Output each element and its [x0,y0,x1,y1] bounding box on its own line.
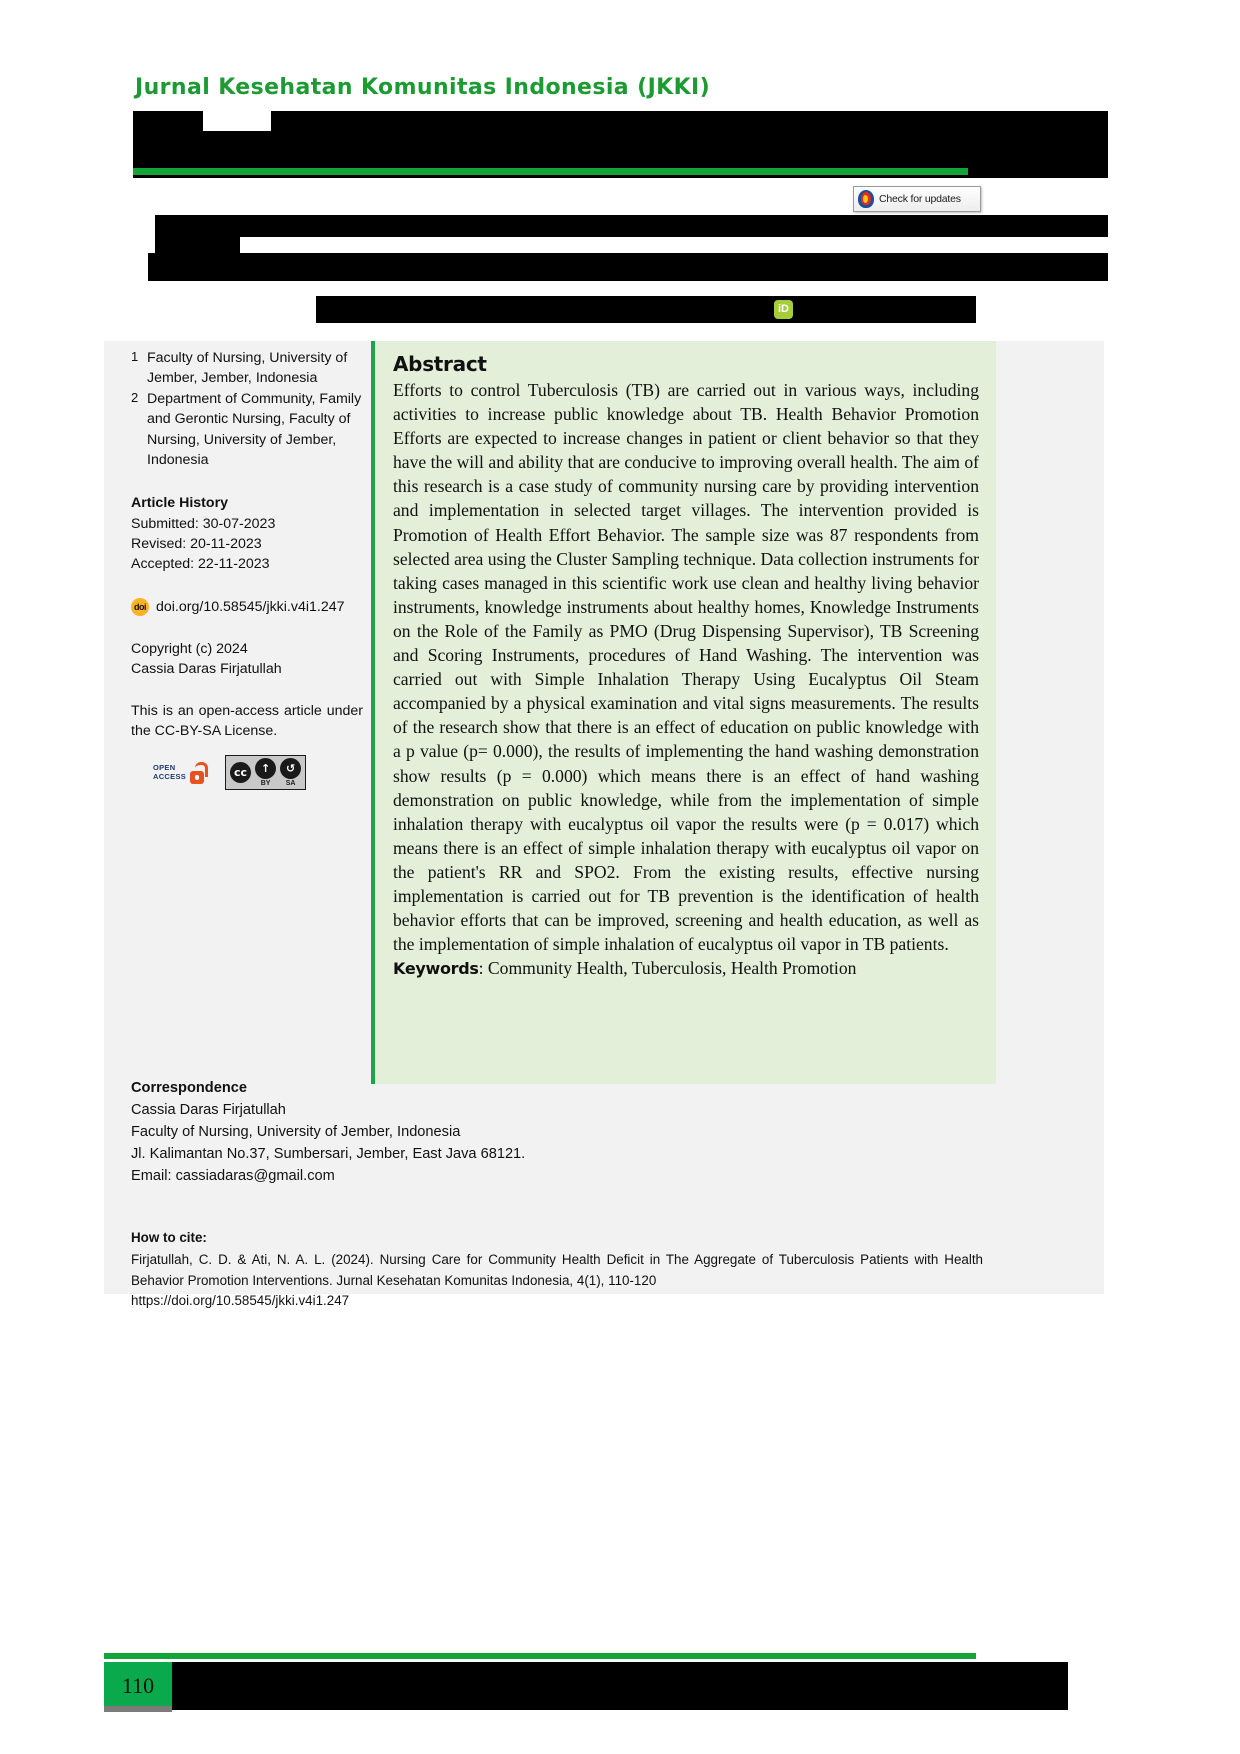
accepted-date: Accepted: 22-11-2023 [131,556,270,573]
cc-sa-glyph: ↺ [280,758,301,779]
doi-link-row[interactable] [131,597,363,617]
orcid-icon[interactable]: iD [774,300,793,319]
redacted-header-block-1 [133,111,203,131]
creative-commons-icon [225,755,306,790]
doi-icon: doi [131,598,149,616]
revised-date: Revised: 20-11-2023 [131,536,262,553]
check-for-updates-label: Check for updates [879,193,961,205]
license-logos [131,755,363,790]
citation-doi-url[interactable]: https://doi.org/10.58545/jkki.v4i1.247 [131,1293,350,1309]
cc-by-label: BY [260,780,271,788]
correspondence-email[interactable]: Email: cassiadaras@gmail.com [131,1167,335,1184]
cc-circle-icon: cc [230,762,251,783]
license-text: This is an open-access article under the CC-BY-SA License. [131,703,363,740]
copyright-line-2: Cassia Daras Firjatullah [131,660,282,677]
affiliation-text: Faculty of Nursing, University of Jember, Jember, Indonesia [147,350,348,387]
how-to-cite-section [131,1228,983,1312]
article-metadata-column [131,348,363,790]
correspondence-address: Jl. Kalimantan No.37, Sumbersari, Jember, East Java 68121. [131,1145,526,1162]
keywords-value: : Community Health, Tuberculosis, Health Promotion [478,958,857,979]
abstract-box [371,341,996,1084]
how-to-cite-heading: How to cite: [131,1230,207,1245]
submitted-date: Submitted: 30-07-2023 [131,516,276,533]
article-history-section [131,493,363,575]
journal-title: Jurnal Kesehatan Komunitas Indonesia (JKKI) [135,75,711,100]
abstract-heading: Abstract [393,352,487,376]
affiliation-list [131,348,363,470]
cc-by-icon [255,758,276,787]
copyright-section [131,639,363,679]
check-for-updates-button[interactable] [853,186,981,212]
affiliation-text: Department of Community, Family and Gerontic Nursing, Faculty of Nursing, University of Jember, Indonesia [147,391,362,468]
cc-sa-label: SA [285,780,296,788]
redacted-article-title [155,215,1108,237]
article-history-heading: Article History [131,494,228,511]
crossmark-icon [858,190,874,208]
doi-link[interactable]: doi.org/10.58545/jkki.v4i1.247 [156,598,345,615]
citation-text: Firjatullah, C. D. & Ati, N. A. L. (2024). Nursing Care for Community Health Deficit in The Aggregate of Tuberculosis Patients with Health Behavior Promotion Interventions. Jurnal Kesehatan Komunitas Indonesia, 4(1), 110-120 [131,1251,983,1288]
redacted-header-block-3 [271,111,1108,131]
redacted-authors-line [148,253,1108,281]
open-lock-icon [189,762,205,784]
correspondence-section [131,1078,831,1187]
abstract-body: Efforts to control Tuberculosis (TB) are carried out in various ways, including activities to increase public knowledge about TB. Health Behavior Promotion Efforts are expected to increase changes in patient or client behavior so that they have the will and ability that are conducive to improving overall health. The aim of this research is a case study of community nursing care by providing intervention and implementation in selected target villages. The intervention provided is Promotion of Health Effort Behavior. The sample size was 87 respondents from selected area using the Cluster Sampling technique. Data collection instruments for taking cases managed in this scientific work use clean and healthy living behavior instruments, knowledge instruments about healthy homes, Knowledge Instruments on the Role of the Family as PMO (Drug Dispensing Supervisor), TB Screening and Scoring Instruments, procedures of Hand Washing. The intervention was carried out with Simple Inhalation Therapy Using Eucalyptus Oil Steam accompanied by a physical examination and vital signs measurements. The results of the research show that there is an effect of education on public knowledge with a p value (p= 0.000), the results of implementing the hand washing demonstration show results (p = 0.000) which means there is an effect of hand washing demonstration on public knowledge, while from the implementation of simple inhalation therapy with eucalyptus oil vapor the results were (p = 0.017) which means there is an effect of simple inhalation therapy with eucalyptus oil vapor on the patient's RR and SPO2. From the existing results, effective nursing implementation is carried out for TB prevention is the identification of health behavior efforts that can be improved, screening and health education, as well as the implementation of simple inhalation of eucalyptus oil vapor in TB patients. [393,380,979,955]
cc-sa-icon [280,758,301,787]
masthead [133,63,1108,178]
list-item [131,348,363,388]
copyright-line-1: Copyright (c) 2024 [131,640,248,657]
open-access-word-2: ACCESS [153,771,187,781]
correspondence-heading: Correspondence [131,1080,247,1096]
keywords-line [393,958,979,979]
open-access-icon [153,762,205,784]
correspondence-affiliation: Faculty of Nursing, University of Jember, Indonesia [131,1123,461,1140]
open-access-word-1: OPEN [153,763,176,773]
header-green-rule [133,168,968,175]
keywords-label: Keywords [393,959,479,979]
list-item [131,389,363,470]
redacted-author-affil-line [316,296,976,323]
page-number: 110 [104,1662,172,1710]
page-number-shadow [104,1706,172,1712]
correspondence-name: Cassia Daras Firjatullah [131,1101,286,1118]
affiliation-number: 1 [131,349,139,364]
redacted-footer-bar [172,1662,1068,1710]
cc-by-glyph: ↑ [255,758,276,779]
footer-green-rule [104,1653,976,1659]
affiliation-number: 2 [131,390,139,406]
